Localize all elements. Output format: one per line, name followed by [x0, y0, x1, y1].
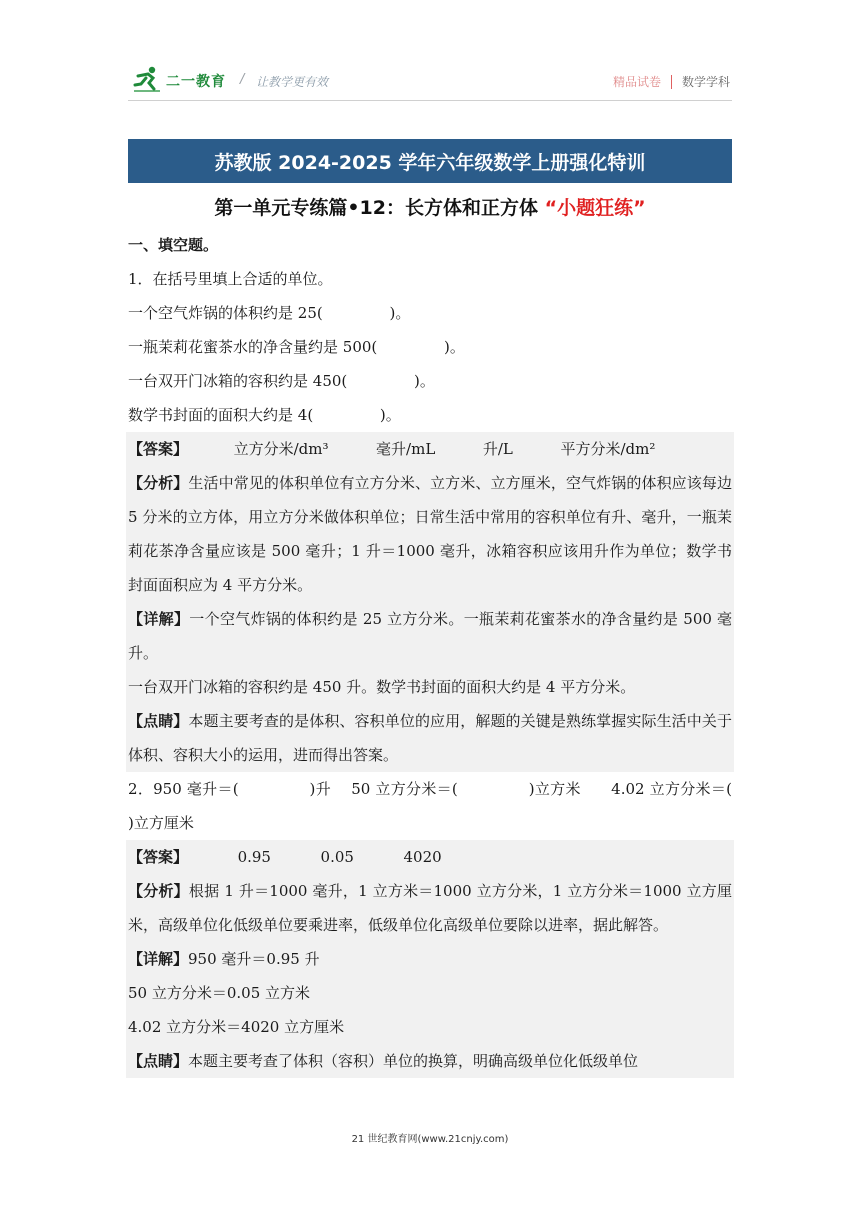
- title-banner: [128, 139, 732, 183]
- detail-line: 950 毫升＝0.95 升: [188, 950, 320, 968]
- answer-value: 升/L: [482, 440, 513, 458]
- question-2-stem: 2．950 毫升＝( )升 50 立方分米＝( )立方米 4.02 立方分米＝( )立方厘米: [128, 780, 799, 832]
- page-footer: 21 世纪教育网(www.21cnjy.com): [351, 1134, 509, 1145]
- logo-slogan: 让教学更有效: [256, 75, 329, 89]
- detail-line: 4.02 立方分米＝4020 立方厘米: [128, 1018, 345, 1036]
- page-header: [0, 0, 860, 110]
- document-body: [128, 228, 799, 1078]
- section-heading: 一、填空题。: [128, 236, 219, 254]
- point-tag: 【点睛】: [128, 1052, 189, 1070]
- analysis-text: 根据 1 升＝1000 毫升，1 立方米＝1000 立方分米，1 立方分米＝1000 立方厘米，高级单位化低级单位要乘进率，低级单位化高级单位要除以进率，据此解答。: [128, 882, 732, 934]
- question-1-line-3: 一台双开门冰箱的容积约是 450( )。: [128, 372, 435, 390]
- detail-line: 50 立方分米＝0.05 立方米: [128, 984, 311, 1002]
- header-separator: [671, 75, 672, 89]
- runner-logo-icon: [132, 64, 162, 94]
- question-1-stem: 1．在括号里填上合适的单位。: [128, 270, 333, 288]
- header-tags: [613, 73, 730, 90]
- point-tag: 【点睛】: [128, 712, 189, 730]
- point-text: 本题主要考查的是体积、容积单位的应用，解题的关键是熟练掌握实际生活中关于体积、容积大小的运用，进而得出答案。: [128, 712, 732, 764]
- answer-row: [128, 432, 732, 466]
- question-2-solution: [126, 840, 734, 1078]
- answer-value: 毫升/mL: [376, 440, 436, 458]
- analysis-block: [128, 874, 732, 942]
- answer-tag: 【答案】: [128, 848, 189, 866]
- logo-text: 二一教育: [166, 74, 226, 90]
- answer-value: 0.95: [237, 848, 271, 866]
- analysis-tag: 【分析】: [128, 474, 189, 492]
- answer-row: [128, 840, 732, 874]
- logo-divider: /: [240, 72, 245, 87]
- detail-tag: 【详解】: [128, 950, 189, 968]
- analysis-tag: 【分析】: [128, 882, 189, 900]
- page-title: 苏教版 2024-2025 学年六年级数学上册强化特训: [214, 151, 646, 174]
- subtitle-main: 第一单元专练篇•12：长方体和正方体: [214, 197, 538, 219]
- subtitle-highlight: “小题狂练”: [544, 197, 646, 219]
- point-block: [128, 704, 732, 772]
- point-text: 本题主要考查了体积（容积）单位的换算，明确高级单位化低级单位: [188, 1052, 639, 1070]
- point-block: [128, 1044, 732, 1078]
- detail-text-2: 一台双开门冰箱的容积约是 450 升。数学书封面的面积大约是 4 平方分米。: [128, 678, 636, 696]
- detail-block: [128, 602, 732, 670]
- answer-value: 平方分米/dm²: [560, 440, 656, 458]
- question-1-line-1: 一个空气炸锅的体积约是 25( )。: [128, 304, 411, 322]
- header-tag-subject: 数学学科: [681, 75, 730, 89]
- answer-value: 0.05: [320, 848, 354, 866]
- question-1-solution: [126, 432, 734, 772]
- detail-tag: 【详解】: [128, 610, 190, 628]
- header-rule: [128, 100, 732, 101]
- answer-value: 立方分米/dm³: [233, 440, 329, 458]
- analysis-block: [128, 466, 732, 602]
- answer-tag: 【答案】: [128, 440, 189, 458]
- question-1-line-2: 一瓶茉莉花蜜茶水的净含量约是 500( )。: [128, 338, 465, 356]
- detail-text: 一个空气炸锅的体积约是 25 立方分米。一瓶茉莉花蜜茶水的净含量约是 500 毫升。: [128, 610, 732, 662]
- answer-value: 4020: [403, 848, 442, 866]
- header-tag-quality: 精品试卷: [612, 75, 661, 89]
- question-1-line-4: 数学书封面的面积大约是 4( )。: [128, 406, 401, 424]
- subtitle: [128, 193, 732, 220]
- analysis-text: 生活中常见的体积单位有立方分米、立方米、立方厘米，空气炸锅的体积应该每边 5 分米的立方体，用立方分米做体积单位；日常生活中常用的容积单位有升、毫升，一瓶茉莉花茶净含量应该是 500 毫升；1 升＝1000 毫升，冰箱容积应该用升作为单位；数学书封面面积应为 4 平方分米。: [128, 474, 732, 594]
- detail-block: [128, 942, 732, 976]
